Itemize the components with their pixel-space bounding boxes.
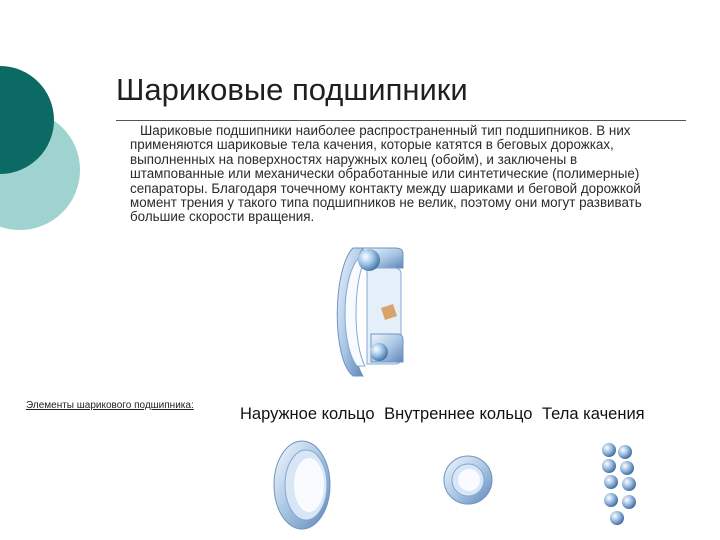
element-balls: Тела качения [542, 405, 645, 423]
bearing-elements-list [240, 405, 650, 424]
rolling-balls-icon [595, 440, 651, 530]
outer-ring-icon [262, 437, 338, 533]
body-paragraph: Шариковые подшипники наиболее распространенный тип подшипников. В них применяются шариковые тела качения, которые катятся в беговых дорожках, выполненных на поверхностях наружных колец (обойм), и заключены в штампованные или механически обработанные или синтетические (полимерные) сепараторы. Благодаря точечному контакту между шариками и беговой дорожкой момент трения у такого типа подшипников не велик, поэтому они могут развивать большие скорости вращения. [130, 123, 642, 225]
ball-7 [604, 493, 618, 507]
title-divider [116, 120, 686, 121]
ball-bearing-cutaway-icon [323, 238, 407, 384]
element-inner-ring: Внутреннее кольцо [384, 405, 533, 423]
ball-9 [610, 511, 624, 525]
element-outer-ring: Наружное кольцо [240, 405, 375, 423]
ball-3 [602, 459, 616, 473]
inner-ring-icon [438, 452, 496, 508]
ball-8 [622, 495, 636, 509]
elements-caption: Элементы шарикового подшипника: [26, 400, 194, 411]
ball-2 [618, 445, 632, 459]
ball-4 [620, 461, 634, 475]
page-title: Шариковые подшипники [116, 72, 468, 107]
ball-6 [622, 477, 636, 491]
ball-1 [602, 443, 616, 457]
decorative-corner-shapes [0, 0, 120, 300]
ball-5 [604, 475, 618, 489]
